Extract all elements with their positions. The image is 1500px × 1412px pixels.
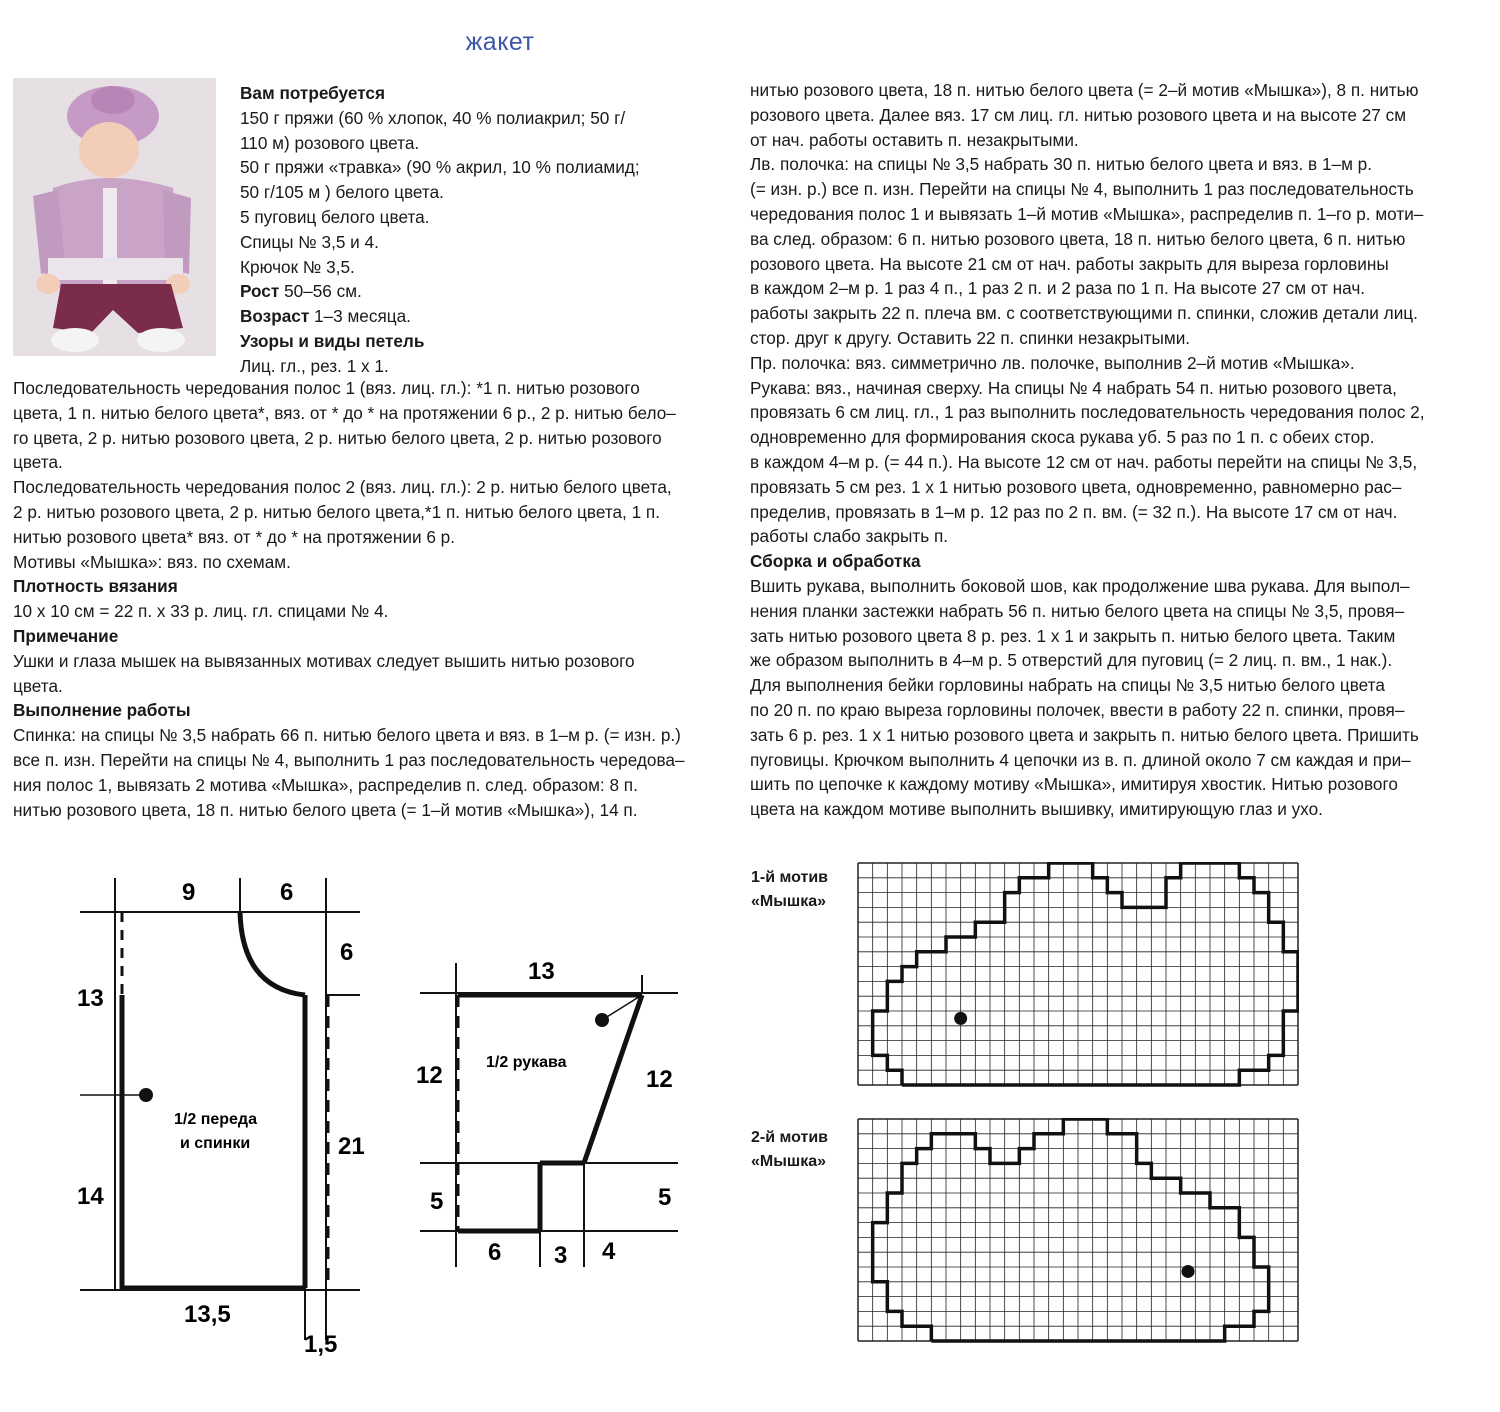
text-line: 2 р. нитью розового цвета, 2 р. нитью белого цвета,*1 п. нитью белого цвета, 1 п. — [13, 501, 661, 522]
text-line: Вшить рукава, выполнить боковой шов, как продолжение шва рукава. Для выпол– — [750, 575, 1410, 596]
text-line: же образом выполнить в 4–м р. 5 отверстий для пуговиц (= 2 лиц. п. вм., 1 нак.). — [750, 650, 1393, 671]
text-line: Ушки и глаза мышек на вывязанных мотивах следует вышить нитью розового — [13, 650, 635, 671]
dim-label: 12 — [646, 1066, 673, 1093]
text-line: цвета. — [13, 452, 63, 473]
eye-dot — [954, 1012, 967, 1025]
text-line: пуговицы. Крючком выполнить 4 цепочки из в. п. длиной около 7 см каждая и при– — [750, 749, 1411, 770]
left-text-column — [13, 376, 685, 822]
materials-block — [240, 81, 640, 379]
text-line: нитью розового цвета, 18 п. нитью белого цвета (= 2–й мотив «Мышка»), 8 п. нитью — [750, 80, 1419, 100]
sleeve-schematic — [410, 955, 690, 1275]
size-line: Рост 50–56 см. — [240, 281, 362, 302]
text-line: зать 6 р. рез. 1 х 1 нитью розового цвета и закрыть п. нитью белого цвета. Пришить — [750, 724, 1419, 745]
materials-line: 110 м) розового цвета. — [240, 132, 420, 153]
materials-line: 50 г пряжи «травка» (90 % акрил, 10 % полиамид; — [240, 157, 640, 178]
dim-label: 21 — [338, 1133, 365, 1160]
age-line: Возраст 1–3 месяца. — [240, 306, 411, 327]
dim-label: 9 — [182, 879, 196, 906]
dim-label: 3 — [554, 1242, 568, 1269]
materials-line: Спицы № 3,5 и 4. — [240, 231, 379, 252]
text-line: в каждом 2–м р. 1 раз 4 п., 1 раз 2 п. и 2 раза по 1 п. На высоте 27 см от нач. — [750, 278, 1366, 299]
materials-line: 5 пуговиц белого цвета. — [240, 206, 430, 227]
text-line: цвета. — [13, 675, 63, 696]
body-label-line2: и спинки — [180, 1135, 251, 1152]
materials-line: Крючок № 3,5. — [240, 256, 355, 277]
sleeve-label: 1/2 рукава — [486, 1054, 567, 1071]
dim-label: 14 — [77, 1183, 104, 1210]
text-line: Последовательность чередования полос 2 (вяз. лиц. гл.): 2 р. нитью белого цвета, — [13, 477, 672, 498]
text-line: Пр. полочка: вяз. симметрично лв. полочке, выполнив 2–й мотив «Мышка». — [750, 352, 1355, 373]
dim-label: 5 — [430, 1188, 444, 1215]
text-line: провязать 5 см рез. 1 х 1 нитью розового цвета, одновременно, равномерно рас– — [750, 476, 1402, 497]
text-line: нитью розового цвета* вяз. от * до * на протяжении 6 р. — [13, 526, 455, 547]
text-line: работы закрыть 22 п. плеча вм. с соответствующими п. спинки, сложив детали лиц. — [750, 303, 1418, 324]
patterns-line: Лиц. гл., рез. 1 х 1. — [240, 355, 389, 376]
dim-label: 12 — [416, 1062, 443, 1089]
text-line: (= изн. р.) все п. изн. Перейти на спицы № 4, выполнить 1 раз последовательность — [750, 179, 1414, 200]
motif1-chart-grid — [857, 862, 1299, 1088]
text-line: зать нитью розового цвета 8 р. рез. 1 х 1 и закрыть п. нитью белого цвета. Таким — [750, 625, 1396, 646]
eye-dot — [1182, 1265, 1195, 1278]
right-text-column — [750, 78, 1425, 822]
motif1-label-line2: «Мышка» — [751, 893, 827, 910]
text-line: по 20 п. по краю выреза горловины полочек, ввести в работу 22 п. спинки, провя– — [750, 699, 1405, 720]
body-schematic — [70, 870, 370, 1360]
dim-label: 13 — [77, 985, 104, 1012]
section-heading: Выполнение работы — [13, 700, 191, 721]
text-line: стор. друг к другу. Оставить 22 п. спинки незакрытыми. — [750, 327, 1191, 348]
text-line: работы слабо закрыть п. — [750, 526, 949, 547]
section-heading: Примечание — [13, 625, 119, 646]
text-line: нения планки застежки набрать 56 п. нитью белого цвета на спицы № 3,5, провя– — [750, 600, 1405, 621]
text-line: Мотивы «Мышка»: вяз. по схемам. — [13, 551, 291, 572]
text-line: Лв. полочка: на спицы № 3,5 набрать 30 п. нитью белого цвета и вяз. в 1–м р. — [750, 154, 1372, 175]
dim-label: 6 — [340, 939, 354, 966]
text-line: Последовательность чередования полос 1 (вяз. лиц. гл.): *1 п. нитью розового — [13, 378, 640, 398]
text-line: цвета на каждом мотиве выполнить вышивку, имитирующую глаз и ухо. — [750, 799, 1323, 820]
marker-dot — [139, 1088, 153, 1102]
text-line: одновременно для формирования скоса рукава уб. 5 раз по 1 п. с обеих стор. — [750, 427, 1375, 448]
text-line: Для выполнения бейки горловины набрать на спицы № 3,5 нитью белого цвета — [750, 675, 1385, 696]
marker-dot — [595, 1013, 609, 1027]
text-line: 10 х 10 см = 22 п. х 33 р. лиц. гл. спицами № 4. — [13, 601, 389, 622]
motif2-chart-grid — [857, 1118, 1299, 1344]
dim-label: 13 — [528, 958, 555, 985]
text-line: чередования полос 1 и вывязать 1–й мотив «Мышка», распределив п. 1–го р. моти– — [750, 203, 1424, 224]
section-heading: Сборка и обработка — [750, 551, 921, 572]
text-line: цвета, 1 п. нитью белого цвета*, вяз. от * до * на протяжении 6 р., 2 р. нитью бело– — [13, 402, 676, 423]
text-line: розового цвета. На высоте 21 см от нач. работы закрыть для выреза горловины — [750, 253, 1389, 274]
text-line: провязать 6 см лиц. гл., 1 раз выполнить последовательность чередования полос 2, — [750, 402, 1425, 423]
text-line: в каждом 4–м р. (= 44 п.). На высоте 12 см от нач. работы перейти на спицы № 3,5, — [750, 451, 1418, 472]
text-line: шить по цепочке к каждому мотиву «Мышка», имитируя хвостик. Нитью розового — [750, 774, 1398, 795]
baby-photo — [13, 78, 216, 356]
text-line: нитью розового цвета, 18 п. нитью белого цвета (= 1–й мотив «Мышка»), 14 п. — [13, 799, 638, 820]
motif2-label-line1: 2-й мотив — [751, 1129, 829, 1146]
text-line: Рукава: вяз., начиная сверху. На спицы № 4 набрать 54 п. нитью розового цвета, — [750, 377, 1397, 398]
motif1-label-line1: 1-й мотив — [751, 869, 829, 886]
materials-line: 150 г пряжи (60 % хлопок, 40 % полиакрил; 50 г/ — [240, 107, 626, 128]
page-title: жакет — [465, 28, 535, 56]
text-line: розового цвета. Далее вяз. 17 см лиц. гл. нитью розового цвета и на высоте 27 см — [750, 104, 1407, 125]
section-heading: Плотность вязания — [13, 576, 178, 597]
materials-line: 50 г/105 м ) белого цвета. — [240, 182, 444, 203]
text-line: Спинка: на спицы № 3,5 набрать 66 п. нитью белого цвета и вяз. в 1–м р. (= изн. р.) — [13, 725, 681, 746]
dim-label: 5 — [658, 1184, 672, 1211]
dim-label: 1,5 — [304, 1331, 338, 1358]
motif-outline — [873, 1119, 1269, 1341]
motif-outline — [873, 863, 1298, 1085]
text-line: го цвета, 2 р. нитью розового цвета, 2 р. нитью белого цвета, 2 р. нитью розового — [13, 427, 662, 448]
text-line: пределив, провязать в 1–м р. 12 раз по 2 п. вм. (= 32 п.). На высоте 17 см от нач. — [750, 501, 1398, 522]
baby-illustration — [13, 78, 216, 356]
dim-label: 4 — [602, 1238, 616, 1265]
dim-label: 13,5 — [184, 1301, 231, 1328]
dim-label: 6 — [488, 1239, 502, 1266]
patterns-heading: Узоры и виды петель — [240, 330, 425, 351]
text-line: ва след. образом: 6 п. нитью розового цвета, 18 п. нитью белого цвета, 6 п. нитью — [750, 228, 1406, 249]
body-label-line1: 1/2 переда — [174, 1111, 257, 1128]
materials-heading: Вам потребуется — [240, 83, 385, 103]
text-line: ния полос 1, вывязать 2 мотива «Мышка», распределив п. след. образом: 8 п. — [13, 774, 638, 795]
motif2-label-line2: «Мышка» — [751, 1153, 827, 1170]
text-line: от нач. работы оставить п. незакрытыми. — [750, 129, 1079, 150]
text-line: все п. изн. Перейти на спицы № 4, выполнить 1 раз последовательность чередова– — [13, 749, 685, 770]
dim-label: 6 — [280, 879, 294, 906]
